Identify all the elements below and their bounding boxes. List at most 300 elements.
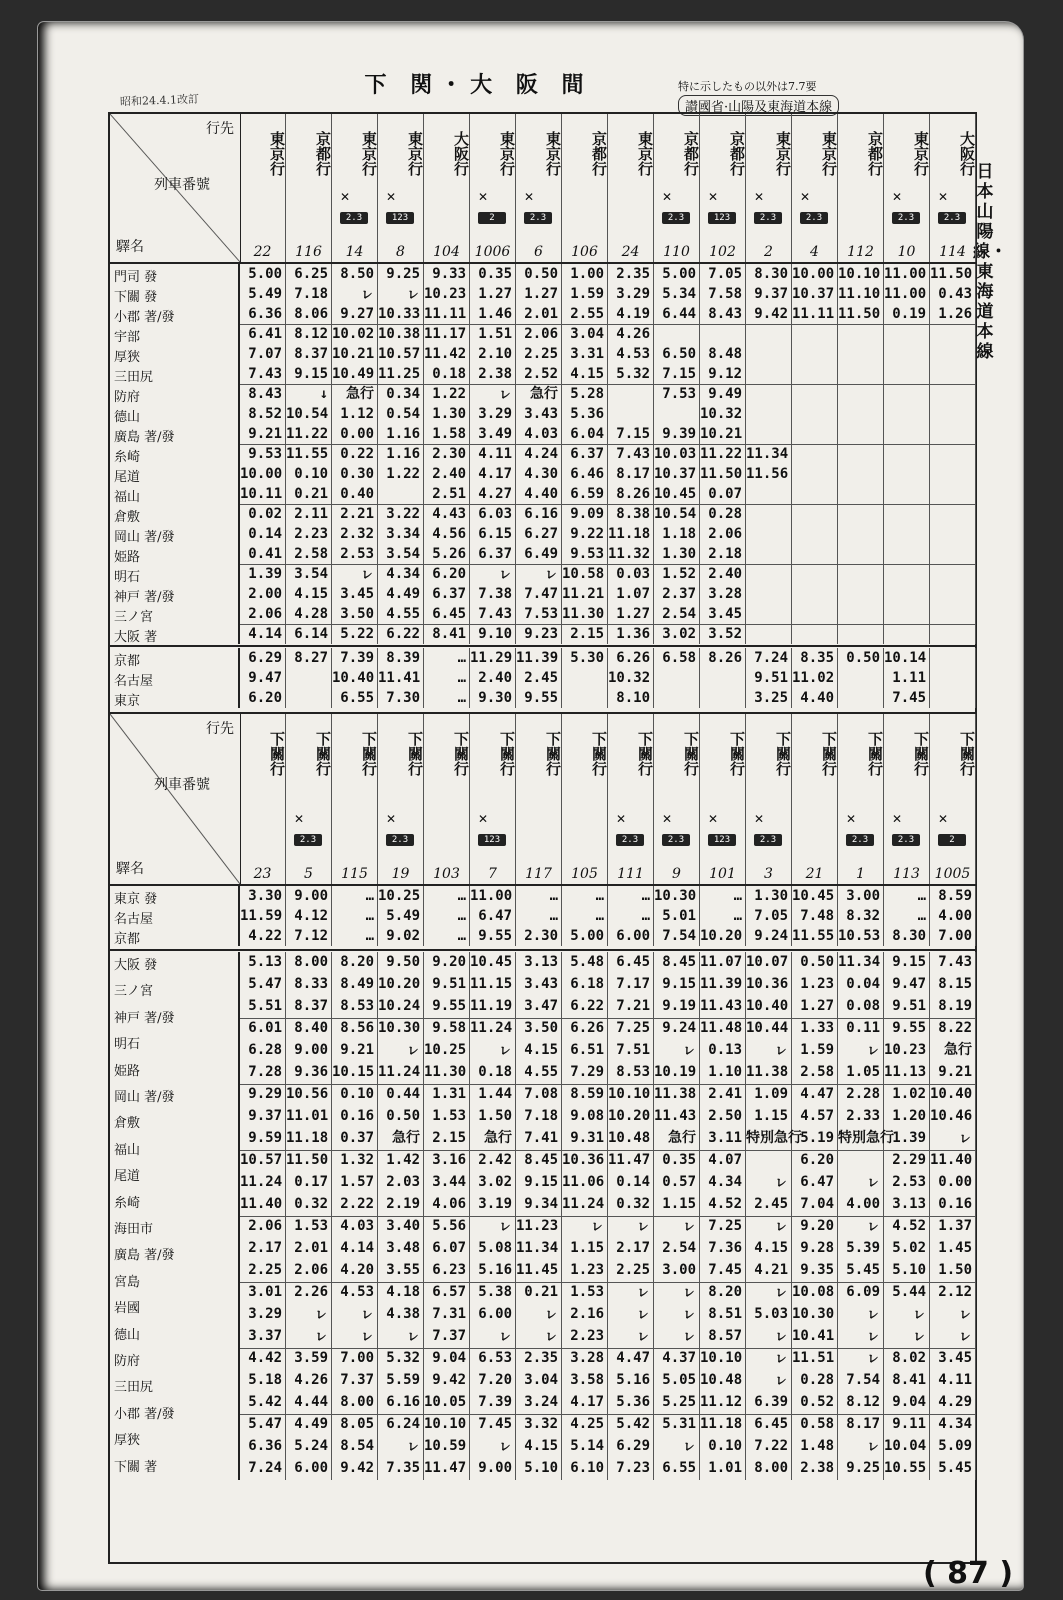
downbound-time-cell: ㇾ [774,1284,788,1300]
upbound-time-cell: 6.15 [478,526,512,542]
upbound-row-rule [240,384,975,385]
upbound-time-cell: 2.35 [616,266,650,282]
downbound-time-cell: 0.50 [800,954,834,970]
downbound-time-cell: 0.10 [340,1086,374,1102]
upbound-time-cell: 10.03 [654,446,697,462]
downbound-time-cell: ㇾ [958,1328,972,1344]
upbound-time-cell: 8.12 [294,326,328,342]
upbound-station-name: 厚狹 [114,350,141,365]
upbound-time-cell: 10.37 [792,286,835,302]
downbound-time-cell: 4.00 [846,1196,880,1212]
downbound-time-cell: 8.33 [294,976,328,992]
upbound-time-cell: 3.54 [294,566,328,582]
upbound-time-cell: 4.53 [616,346,650,362]
downbound-station-name: 廣島 著/發 [114,1248,175,1264]
upbound-time-cell: 10.45 [654,486,697,502]
upbound-time-cell: 10.57 [378,346,421,362]
downbound-station-name: 姫路 [114,1063,141,1079]
upbound-time-cell: 2.32 [340,526,374,542]
downbound-time-cell: 7.18 [524,1108,558,1124]
upbound-time-cell: ㇾ [360,566,374,582]
downbound-time-cell: 9.28 [800,1240,834,1256]
downbound-time-cell: 8.17 [846,1416,880,1432]
upbound-time-cell: 0.54 [386,406,420,422]
upbound-time-cell: 0.10 [294,466,328,482]
downbound-train-number: 1 [856,866,865,882]
upbound-time-cell: 3.45 [340,586,374,602]
upbound-time-cell: 7.53 [662,386,696,402]
downbound-time-cell: 4.37 [662,1350,696,1366]
upbound-time-cell: 6.49 [524,546,558,562]
downbound-time-cell: 10.20 [378,976,421,992]
upbound-time-cell: 6.41 [248,326,282,342]
sleeper-cross-icon: ✕ [708,190,719,204]
upbound-time-cell: 3.45 [708,606,742,622]
downbound-time-cell: 2.01 [294,1240,328,1256]
upbound-time-cell: 10.11 [240,486,283,502]
downbound-station-name: 福山 [114,1142,141,1158]
upbound-time-cell: 1.36 [616,626,650,642]
downbound-time-cell: 10.10 [424,1416,467,1432]
upbound-time-cell: 8.38 [616,506,650,522]
downbound-time-cell: 8.57 [708,1328,742,1344]
downbound-train-column [930,714,976,884]
downbound-row-rule [240,1348,975,1349]
downbound-time-cell: 11.07 [700,954,743,970]
downbound-train-column [562,714,608,884]
downbound-time-cell: 4.17 [570,1394,604,1410]
downbound-time-cell: 11.38 [746,1064,789,1080]
upbound-class-badge: 2.3 [524,212,552,224]
downbound-time-cell: 5.05 [662,1372,696,1388]
upbound-time-cell: 7.43 [616,446,650,462]
upbound-time-cell: 9.49 [708,386,742,402]
downbound-time-cell: 7.00 [340,1350,374,1366]
upbound-time-cell: 4.14 [248,626,282,642]
downbound-time-cell: 1.15 [662,1196,696,1212]
upbound-time-cell: 10.49 [332,366,375,382]
downbound-time-cell: 7.41 [524,1130,558,1146]
downbound-time-cell: 10.46 [930,1108,973,1124]
downbound-time-cell: 11.34 [516,1240,559,1256]
upbound-time-cell: 6.50 [662,346,696,362]
upbound-time-cell: 7.43 [248,366,282,382]
downbound-time-cell: 0.00 [938,1174,972,1190]
upbound-station-name: 尾道 [114,470,141,485]
downbound-time-cell: 1.53 [294,1218,328,1234]
upbound-time-cell: 11.00 [884,266,927,282]
upbound-class-badge: 2 [478,212,506,224]
downbound-train-destination: 下關行 [866,730,884,776]
upbound-time-cell: 11.17 [424,326,467,342]
line-name-box: 讃國省·山陽及東海道本線 [678,95,839,116]
downbound-train-destination: 下關行 [682,730,700,776]
downbound-time-cell: 9.21 [340,1042,374,1058]
downbound-time-cell: ㇾ [590,1218,604,1234]
downbound-time-cell: 6.39 [754,1394,788,1410]
upbound-class-badge: 2.3 [938,212,966,224]
downbound-time-cell: 7.43 [938,954,972,970]
sleeper-cross-icon: ✕ [616,812,627,826]
downbound-time-cell: 1.57 [340,1174,374,1190]
downbound-time-cell: 5.49 [386,908,420,924]
downbound-time-cell: 11.40 [240,1196,283,1212]
downbound-time-cell: 8.02 [892,1350,926,1366]
upbound-time-cell: 11.29 [470,650,513,666]
downbound-time-cell: 7.36 [708,1240,742,1256]
downbound-time-cell: 3.00 [846,888,880,904]
downbound-time-cell: 3.28 [570,1350,604,1366]
upbound-station-name: 下關 發 [114,290,158,305]
upbound-time-cell: 2.06 [248,606,282,622]
downbound-time-cell: 5.36 [616,1394,650,1410]
downbound-time-cell: 11.43 [700,998,743,1014]
downbound-time-cell: 10.30 [792,1306,835,1322]
upbound-station-name: 小郡 著/發 [114,310,175,325]
downbound-train-column [838,714,884,884]
downbound-time-cell: 3.01 [248,1284,282,1300]
downbound-train-destination: 下關行 [590,730,608,776]
upbound-time-cell: 7.18 [294,286,328,302]
downbound-time-cell: 3.24 [524,1394,558,1410]
downbound-time-cell: 7.23 [616,1460,650,1476]
upbound-station-name: 門司 發 [114,270,158,285]
upbound-time-cell: 1.22 [432,386,466,402]
downbound-time-cell: 3.59 [294,1350,328,1366]
downbound-row-rule [240,1084,975,1085]
downbound-time-cell: 10.10 [608,1086,651,1102]
sleeper-cross-icon: ✕ [938,190,949,204]
upbound-time-cell: 9.42 [754,306,788,322]
upbound-train-destination: 京都行 [866,130,884,176]
downbound-time-cell: 特別急行 [746,1130,802,1146]
downbound-class-badge: 2.3 [386,834,414,846]
downbound-time-cell: 6.00 [478,1306,512,1322]
upbound-train-column [424,114,470,262]
downbound-time-cell: 5.10 [892,1262,926,1278]
upbound-time-cell: 1.00 [570,266,604,282]
downbound-class-badge: 123 [478,834,506,846]
upbound-time-cell: … [457,670,466,686]
downbound-time-cell: 0.04 [846,976,880,992]
downbound-time-cell: 2.26 [294,1284,328,1300]
upbound-time-cell: 9.27 [340,306,374,322]
downbound-train-column [700,714,746,884]
downbound-train-destination: 下關行 [406,730,424,776]
upbound-time-cell: 1.11 [892,670,926,686]
downbound-time-cell: ㇾ [682,1284,696,1300]
downbound-time-cell: 9.47 [892,976,926,992]
upbound-train-destination: 東京行 [774,130,792,176]
downbound-time-cell: ㇾ [774,1350,788,1366]
upbound-time-cell: 3.25 [754,690,788,706]
downbound-time-cell: 8.19 [938,998,972,1014]
upbound-train-column [562,114,608,262]
downbound-time-cell: 9.00 [294,888,328,904]
upbound-time-cell: 11.11 [424,306,467,322]
downbound-time-cell: 9.04 [432,1350,466,1366]
upbound-corner [110,114,241,262]
upbound-time-cell: 2.55 [570,306,604,322]
upbound-time-cell: … [457,690,466,706]
upbound-time-cell: 11.50 [838,306,881,322]
downbound-train-column [608,714,654,884]
downbound-time-cell: 3.19 [478,1196,512,1212]
upbound-time-cell: 11.02 [792,670,835,686]
upbound-time-cell: 1.16 [386,446,420,462]
upbound-time-cell: 2.58 [294,546,328,562]
downbound-time-cell: 8.37 [294,998,328,1014]
upbound-station-name: 姫路 [114,550,141,565]
upbound-train-destination: 大阪行 [452,130,470,176]
downbound-time-cell: 4.06 [432,1196,466,1212]
upbound-station-name: 廣島 著/發 [114,430,175,445]
upbound-station-name: 三ノ宮 [114,610,154,625]
downbound-time-cell: 9.24 [754,928,788,944]
upbound-train-destination: 東京行 [406,130,424,176]
downbound-time-cell: 5.18 [248,1372,282,1388]
upbound-time-cell: 10.00 [240,466,283,482]
upbound-time-cell: 10.23 [424,286,467,302]
upbound-time-cell: 6.45 [432,606,466,622]
downbound-time-cell: 3.32 [524,1416,558,1432]
downbound-time-cell: 6.22 [570,998,604,1014]
downbound-time-cell: 4.34 [938,1416,972,1432]
downbound-time-cell: … [457,908,466,924]
upbound-time-cell: 6.37 [432,586,466,602]
upbound-time-cell: 8.48 [708,346,742,362]
downbound-time-cell: 0.14 [616,1174,650,1190]
downbound-time-cell: ㇾ [912,1328,926,1344]
downbound-time-cell: 4.52 [708,1196,742,1212]
upbound-time-cell: 6.59 [570,486,604,502]
downbound-time-cell: 7.12 [294,928,328,944]
downbound-time-cell: 6.55 [662,1460,696,1476]
sleeper-cross-icon: ✕ [892,190,903,204]
downbound-train-number: 21 [805,866,824,882]
upbound-time-cell: ㇾ [544,566,558,582]
downbound-time-cell: 8.56 [340,1020,374,1036]
downbound-time-cell: ㇾ [636,1218,650,1234]
downbound-time-cell: 0.13 [708,1042,742,1058]
downbound-class-badge: 2 [938,834,966,846]
downbound-train-number: 1005 [934,866,971,882]
downbound-time-cell: 0.11 [846,1020,880,1036]
downbound-train-number: 5 [304,866,313,882]
downbound-station-name: 下關 著 [114,1459,158,1475]
upbound-train-destination: 京都行 [590,130,608,176]
downbound-time-cell: 7.25 [708,1218,742,1234]
downbound-time-cell: 10.57 [240,1152,283,1168]
downbound-time-cell: 2.25 [616,1262,650,1278]
downbound-time-cell: 10.10 [700,1350,743,1366]
downbound-time-cell: 4.29 [938,1394,972,1410]
upbound-station-name: 名古屋 [114,674,154,689]
upbound-time-cell: 11.18 [608,526,651,542]
downbound-time-cell: 9.42 [432,1372,466,1388]
downbound-class-badge: 123 [708,834,736,846]
downbound-time-cell: 2.42 [478,1152,512,1168]
downbound-time-cell: 9.36 [294,1064,328,1080]
downbound-station-name: 岩國 [114,1301,141,1317]
downbound-station-name: 三ノ宮 [114,984,154,1000]
upbound-time-cell: 2.18 [708,546,742,562]
upbound-time-cell: 6.03 [478,506,512,522]
downbound-time-cell: 0.16 [340,1108,374,1124]
downbound-time-cell: 11.30 [424,1064,467,1080]
downbound-time-cell: 2.50 [708,1108,742,1124]
downbound-time-cell: 9.50 [386,954,420,970]
upbound-time-cell: 9.37 [754,286,788,302]
downbound-time-cell: 6.16 [386,1394,420,1410]
upbound-station-name: 岡山 著/發 [114,530,175,545]
downbound-time-cell: 4.25 [570,1416,604,1432]
downbound-time-cell: 10.20 [608,1108,651,1124]
downbound-time-cell: 8.40 [294,1020,328,1036]
downbound-train-destination: 下關行 [544,730,562,776]
downbound-time-cell: 10.44 [746,1020,789,1036]
upbound-train-number: 8 [396,244,405,260]
upbound-time-cell: 0.34 [386,386,420,402]
upbound-train-number: 112 [847,244,874,260]
downbound-time-cell: 11.06 [562,1174,605,1190]
downbound-time-cell: 6.00 [616,928,650,944]
sleeper-cross-icon: ✕ [800,190,811,204]
downbound-time-cell: 3.04 [524,1372,558,1388]
upbound-time-cell: 2.11 [294,506,328,522]
upbound-time-cell: 8.06 [294,306,328,322]
upbound-time-cell: 3.02 [662,626,696,642]
downbound-time-cell: 急行 [668,1130,696,1146]
downbound-time-cell: 7.48 [800,908,834,924]
downbound-corner [110,714,241,884]
upbound-time-cell: 9.39 [662,426,696,442]
downbound-time-cell: 9.42 [340,1460,374,1476]
upbound-time-cell: 9.47 [248,670,282,686]
downbound-time-cell: ㇾ [774,1328,788,1344]
downbound-time-cell: 9.24 [662,1020,696,1036]
upbound-time-cell: 7.15 [616,426,650,442]
upbound-time-cell: 4.55 [386,606,420,622]
downbound-time-cell: 11.24 [562,1196,605,1212]
downbound-time-cell: 4.14 [340,1240,374,1256]
downbound-train-column [286,714,332,884]
downbound-time-cell: 1.15 [754,1108,788,1124]
downbound-time-cell: 7.51 [616,1042,650,1058]
downbound-class-badge: 2.3 [294,834,322,846]
downbound-train-number: 3 [764,866,773,882]
upbound-time-cell: 3.52 [708,626,742,642]
upbound-time-cell: 0.41 [248,546,282,562]
sleeper-cross-icon: ✕ [846,812,857,826]
downbound-time-cell: … [549,908,558,924]
upbound-time-cell: 9.21 [248,426,282,442]
downbound-time-cell: 9.00 [478,1460,512,1476]
downbound-time-cell: 2.41 [708,1086,742,1102]
upbound-time-cell: 4.40 [800,690,834,706]
downbound-time-cell: 11.45 [516,1262,559,1278]
downbound-train-destination: 下關行 [958,730,976,776]
downbound-time-cell: 4.20 [340,1262,374,1278]
downbound-time-cell: 6.00 [294,1460,328,1476]
sleeper-cross-icon: ✕ [938,812,949,826]
downbound-time-cell: 5.01 [662,908,696,924]
downbound-time-cell: 1.53 [432,1108,466,1124]
upbound-train-destination: 東京行 [544,130,562,176]
upbound-time-cell: 6.29 [248,650,282,666]
downbound-time-cell: 8.20 [708,1284,742,1300]
upbound-time-cell: 8.26 [708,650,742,666]
downbound-time-cell: 5.42 [248,1394,282,1410]
downbound-station-name: 尾道 [114,1169,141,1185]
downbound-time-cell: 5.13 [248,954,282,970]
downbound-time-cell: 10.25 [424,1042,467,1058]
downbound-time-cell: 6.01 [248,1020,282,1036]
upbound-time-cell: 9.30 [478,690,512,706]
upbound-train-destination: 京都行 [728,130,746,176]
upbound-time-cell: 7.53 [524,606,558,622]
upbound-time-cell: ㇾ [406,286,420,302]
downbound-time-cell: 特別急行 [838,1130,894,1146]
downbound-times-stations [110,952,240,1480]
downbound-time-cell: 2.53 [892,1174,926,1190]
upbound-time-cell: 11.56 [746,466,789,482]
downbound-train-destination: 下關行 [498,730,516,776]
downbound-time-cell: 6.07 [432,1240,466,1256]
upbound-time-cell: 7.38 [478,586,512,602]
upbound-time-cell: 5.34 [662,286,696,302]
downbound-time-cell: 4.38 [386,1306,420,1322]
downbound-time-cell: 5.45 [938,1460,972,1476]
downbound-time-cell: 7.45 [478,1416,512,1432]
upbound-time-cell: 3.29 [616,286,650,302]
upbound-train-destination: 東京行 [636,130,654,176]
downbound-time-cell: 7.25 [616,1020,650,1036]
upbound-time-cell: 2.45 [524,670,558,686]
upbound-time-cell: 8.17 [616,466,650,482]
downbound-time-cell: 9.37 [248,1108,282,1124]
upbound-time-cell: 11.41 [378,670,421,686]
upbound-time-cell: 8.26 [616,486,650,502]
downbound-time-cell: 10.59 [424,1438,467,1454]
downbound-time-cell: 7.45 [708,1262,742,1278]
downbound-time-cell: 11.18 [286,1130,329,1146]
downbound-time-cell: … [641,908,650,924]
downbound-time-cell: ㇾ [498,1042,512,1058]
downbound-train-destination: 下關行 [912,730,930,776]
upbound-time-cell: 7.15 [662,366,696,382]
downbound-time-cell: 9.55 [892,1020,926,1036]
downbound-time-cell: 11.51 [792,1350,835,1366]
page-title: 下 関・大 阪 間 [364,72,592,98]
downbound-corner-train: 列車番號 [154,777,210,793]
upbound-station-name: 德山 [114,410,141,425]
downbound-train-number: 103 [433,866,460,882]
downbound-train-destination: 下關行 [774,730,792,776]
downbound-time-cell: 1.10 [708,1064,742,1080]
upbound-time-cell: 11.50 [930,266,973,282]
downbound-time-cell: 急行 [944,1042,972,1058]
downbound-time-cell: 7.37 [340,1372,374,1388]
upbound-time-cell: 11.22 [286,426,329,442]
downbound-time-cell: 4.47 [616,1350,650,1366]
downbound-time-cell: 8.05 [340,1416,374,1432]
upbound-train-destination: 東京行 [498,130,516,176]
downbound-time-cell: 9.58 [432,1020,466,1036]
downbound-time-cell: … [365,908,374,924]
downbound-time-cell: 8.59 [938,888,972,904]
upbound-time-cell: 6.14 [294,626,328,642]
